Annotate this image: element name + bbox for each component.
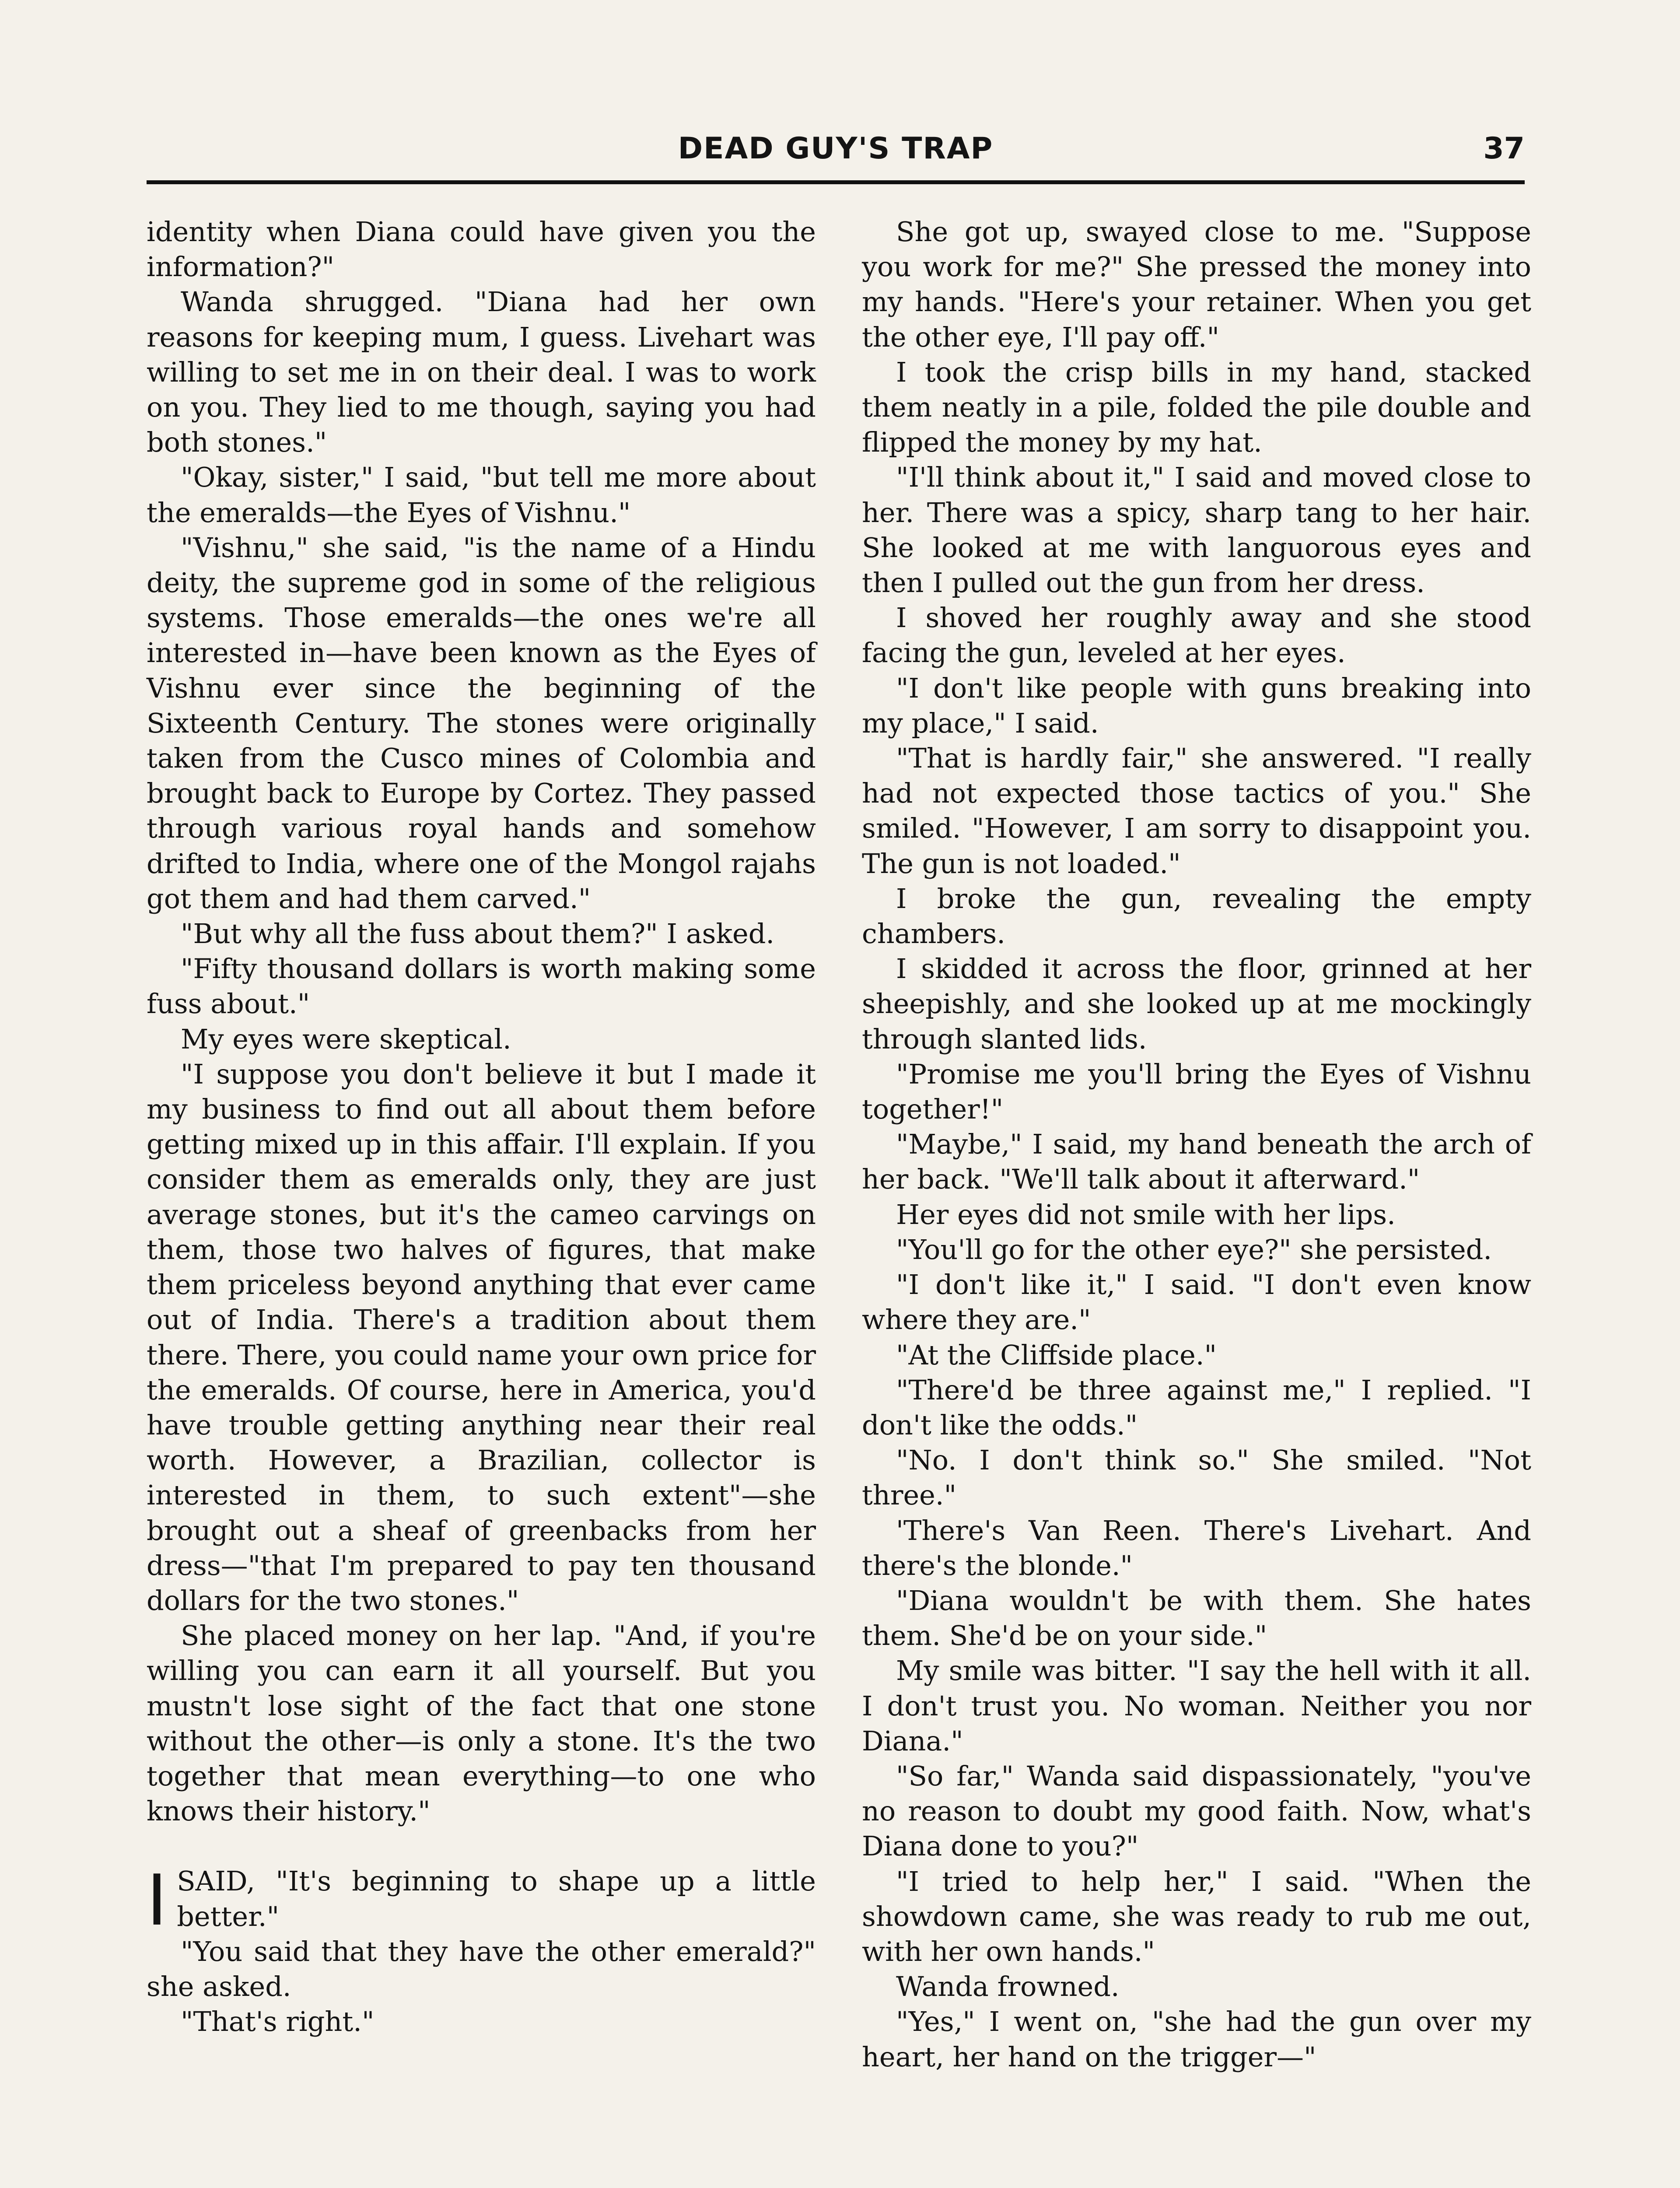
paragraph: She got up, swayed close to me. "Suppose you work for me?" She pressed the money into my hands. "Here's your retainer. When you get the other eye, I'll pay off." [862,216,1531,353]
paragraph: "Promise me you'll bring the Eyes of Vishnu together!" [862,1058,1531,1126]
paragraph: "I suppose you don't believe it but I made it my business to find out all about them before getting mixed up in this affair. I'll explain. If you consider them as emeralds only, they are just average stones, but it's the cameo carvings on them, those two halves of figures, that make them priceless beyond anything that ever came out of India. There's a tradition about them there. There, you could name your own price for the emeralds. Of course, here in America, you'd have trouble getting anything near their real worth. However, a Brazilian, collector is interested in them, to such extent"—she brought out a sheaf of greenbacks from her dress—"that I'm prepared to pay ten thousand dollars for the two stones." [147,1058,816,1616]
page-title: DEAD GUY'S TRAP [678,131,994,166]
paragraph: "That is hardly fair," she answered. "I really had not expected those tactics of you." She smiled. "However, I am sorry to disappoint you. The gun is not loaded." [862,742,1531,880]
running-header [147,127,1525,175]
paragraph: 'There's Van Reen. There's Livehart. And there's the blonde." [862,1514,1531,1581]
paragraph: "I'll think about it," I said and moved close to her. There was a spicy, sharp tang to her hair. She looked at me with languorous eyes and then I pulled out the gun from her dress. [862,461,1531,599]
paragraph: She placed money on her lap. "And, if you're willing you can earn it all yourself. But you mustn't lose sight of the fact that one stone without the other—is only a stone. It's the two together that mean everything—to one who knows their history." [147,1620,816,1827]
paragraph: I shoved her roughly away and she stood facing the gun, leveled at her eyes. [862,602,1531,669]
paragraph: I skidded it across the floor, grinned at her sheepishly, and she looked up at me mockingly through slanted lids. [862,953,1531,1055]
drop-cap: I [147,1859,168,1942]
paragraph: Her eyes did not smile with her lips. [896,1198,1396,1231]
paragraph: "There'd be three against me," I replied. "I don't like the odds." [862,1374,1531,1441]
header-rule [147,180,1525,184]
paragraph: Wanda shrugged. "Diana had her own reasons for keeping mum, I guess. Livehart was willing to set me in on their deal. I was to work on you. They lied to me though, saying you had both stones." [147,286,816,459]
left-column [147,214,816,2039]
paragraph: "Okay, sister," I said, "but tell me more about the emeralds—the Eyes of Vishnu." [147,461,816,529]
paragraph: "Diana wouldn't be with them. She hates them. She'd be on your side." [862,1584,1531,1652]
paragraph: "Maybe," I said, my hand beneath the arch of her back. "We'll talk about it afterward." [862,1128,1531,1196]
paragraph: "You said that they have the other emerald?" she asked. [147,1935,816,2002]
paragraph: "Yes," I went on, "she had the gun over my heart, her hand on the trigger—" [862,2006,1531,2073]
paragraph: identity when Diana could have given you the information?" [147,216,816,283]
paragraph-text: SAID, "It's beginning to shape up a little better." [177,1865,816,1932]
page-number: 37 [1483,131,1525,166]
paragraph: My smile was bitter. "I say the hell with it all. I don't trust you. No woman. Neither you nor Diana." [862,1655,1531,1757]
paragraph: "No. I don't think so." She smiled. "Not three." [862,1444,1531,1511]
paragraph: "That's right." [181,2006,374,2038]
paragraph: My eyes were skeptical. [181,1023,511,1055]
paragraph: "I don't like it," I said. "I don't even know where they are." [862,1269,1531,1336]
paragraph: "Fifty thousand dollars is worth making some fuss about." [147,953,816,1020]
paragraph: Wanda frowned. [896,1971,1120,2003]
right-column [862,214,1531,2075]
paragraph: "So far," Wanda said dispassionately, "you've no reason to doubt my good faith. Now, what's Diana done to you?" [862,1760,1531,1862]
paragraph: "Vishnu," she said, "is the name of a Hindu deity, the supreme god in some of the religious systems. Those emeralds—the ones we're all interested in—have been known as the Eyes of Vishnu ever since the beginning of the Sixteenth Century. The stones were originally taken from the Cusco mines of Colombia and brought back to Europe by Cortez. They passed through various royal hands and somehow drifted to India, where one of the Mongol rajahs got them and had them carved." [147,531,816,915]
paragraph: "I tried to help her," I said. "When the showdown came, she was ready to rub me out, with her own hands." [862,1865,1531,1967]
paragraph: I took the crisp bills in my hand, stacked them neatly in a pile, folded the pile double and flipped the money by my hat. [862,356,1531,459]
paragraph: I broke the gun, revealing the empty chambers. [862,882,1531,950]
section-opening-paragraph [147,1859,816,1942]
paragraph: "But why all the fuss about them?" I asked. [181,918,775,950]
paragraph: "I don't like people with guns breaking into my place," I said. [862,672,1531,739]
paragraph: "You'll go for the other eye?" she persisted. [896,1233,1492,1266]
paragraph: "At the Cliffside place." [896,1339,1217,1371]
